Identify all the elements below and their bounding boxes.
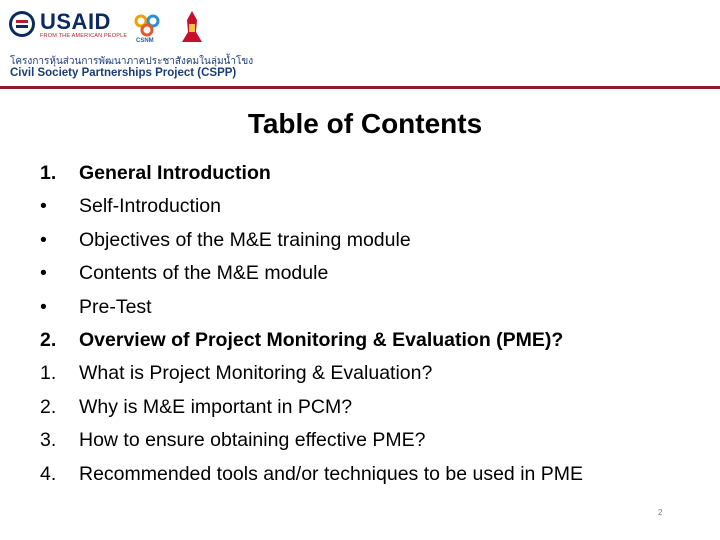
toc-marker: 4. [40, 462, 57, 485]
toc-item [40, 291, 710, 324]
toc-marker: • [40, 262, 47, 285]
toc-text: Why is M&E important in PCM? [79, 395, 353, 418]
toc-item [40, 357, 710, 390]
toc-text: Self-Introduction [79, 195, 221, 218]
toc-text: How to ensure obtaining effective PME? [79, 429, 426, 452]
toc-marker: 2. [40, 395, 57, 418]
toc-item [40, 424, 710, 457]
toc-item [40, 458, 710, 491]
university-crest-logo [180, 10, 204, 44]
toc-text: Overview of Project Monitoring & Evaluation (PME)? [79, 328, 564, 351]
toc-marker: 3. [40, 429, 57, 452]
toc-text: Objectives of the M&E training module [79, 228, 411, 251]
toc-item [40, 391, 710, 424]
usaid-seal-logo [8, 10, 36, 38]
toc-marker: 2. [40, 328, 57, 351]
toc-text: Pre-Test [79, 295, 152, 318]
header-divider [0, 86, 720, 89]
toc-item [40, 324, 710, 357]
toc-item [40, 157, 710, 190]
toc-marker: • [40, 195, 47, 218]
toc-text: Contents of the M&E module [79, 262, 329, 285]
toc-marker: • [40, 228, 47, 251]
toc-text: What is Project Monitoring & Evaluation? [79, 362, 433, 385]
toc-marker: 1. [40, 162, 57, 184]
slide-header [0, 0, 720, 92]
toc-item [40, 257, 710, 290]
table-of-contents-list [40, 157, 710, 491]
slide-title: Table of Contents [247, 108, 483, 139]
toc-text: Recommended tools and/or techniques to be used in PME [79, 462, 584, 485]
toc-marker: • [40, 295, 47, 318]
csnm-label: CSNM [136, 38, 154, 44]
toc-marker: 1. [40, 362, 57, 385]
toc-item [40, 190, 710, 223]
usaid-tagline: FROM THE AMERICAN PEOPLE [40, 33, 128, 39]
thai-project-name: โครงการหุ้นส่วนการพัฒนาภาคประชาสังคมในลุ่มน้ำโขง [10, 56, 254, 67]
toc-item [40, 224, 710, 257]
toc-text: General Introduction [79, 162, 271, 184]
page-number: 2 [658, 508, 663, 517]
project-name: Civil Society Partnerships Project (CSPP) [10, 67, 237, 79]
csnm-logo [132, 12, 162, 38]
usaid-wordmark: USAID [40, 9, 111, 34]
